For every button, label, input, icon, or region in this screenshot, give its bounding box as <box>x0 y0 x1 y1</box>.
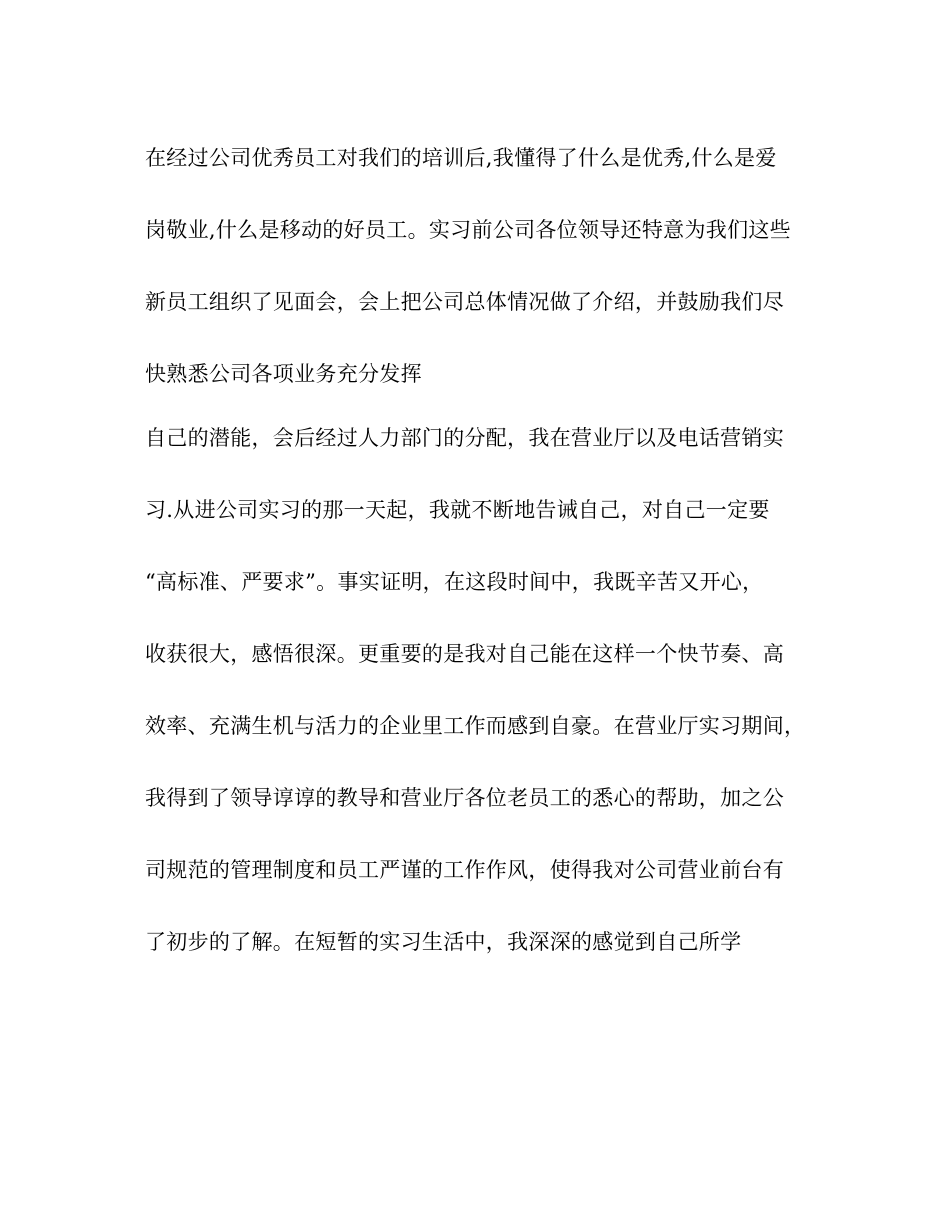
text-line: 司规范的管理制度和员工严谨的工作作风，使得我对公司营业前台有 <box>145 858 784 882</box>
text-line: 效率、充满生机与活力的企业里工作而感到自豪。在营业厅实习期间， <box>145 714 806 738</box>
text-line: 了初步的了解。在短暂的实习生活中，我深深的感觉到自己所学 <box>145 930 742 954</box>
text-line: 在经过公司优秀员工对我们的培训后,我懂得了什么是优秀,什么是爱 <box>145 146 777 170</box>
text-line: 岗敬业,什么是移动的好员工。实习前公司各位领导还特意为我们这些 <box>145 218 791 242</box>
text-line: 我得到了领导谆谆的教导和营业厅各位老员工的悉心的帮助，加之公 <box>145 786 784 810</box>
text-line: 习.从进公司实习的那一天起，我就不断地告诫自己，对自己一定要 <box>145 498 770 522</box>
text-line: 收获很大，感悟很深。更重要的是我对自己能在这样一个快节奏、高 <box>145 642 784 666</box>
text-line: “高标准、严要求”。事实证明，在这段时间中，我既辛苦又开心， <box>145 570 764 594</box>
text-line: 快熟悉公司各项业务充分发挥 <box>145 362 422 386</box>
text-line: 新员工组织了见面会，会上把公司总体情况做了介绍，并鼓励我们尽 <box>145 290 784 314</box>
text-line: 自己的潜能，会后经过人力部门的分配，我在营业厅以及电话营销实 <box>145 426 784 450</box>
